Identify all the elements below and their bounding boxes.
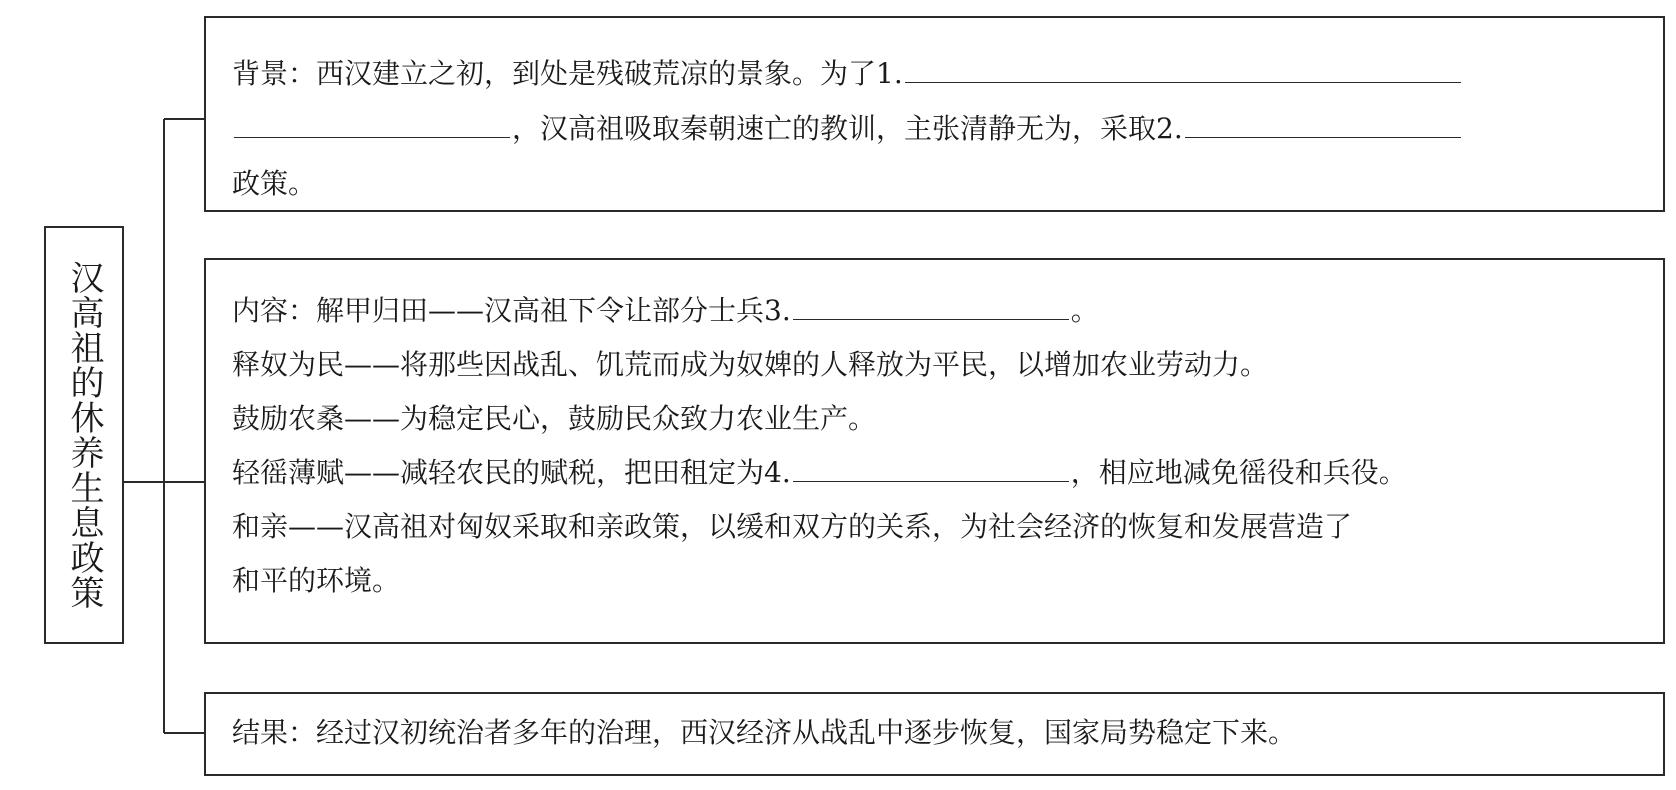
content-text-1: 内容：解甲归田——汉高祖下令让部分士兵3.	[232, 294, 791, 327]
blank-3	[793, 291, 1069, 320]
content-line-1	[232, 284, 1663, 338]
blank-1	[905, 54, 1461, 83]
root-node	[44, 226, 124, 644]
blank-2	[1185, 109, 1461, 138]
background-text-2: ，汉高祖吸取秦朝速亡的教训，主张清静无为，采取2.	[512, 112, 1183, 145]
content-line-4	[232, 446, 1663, 500]
content-box	[204, 258, 1665, 644]
content-text-3: 鼓励农桑——为稳定民心，鼓励民众致力农业生产。	[232, 402, 877, 435]
result-line-1	[232, 706, 1663, 760]
content-text-2: 释奴为民——将那些因战乱、饥荒而成为奴婢的人释放为平民，以增加农业劳动力。	[232, 348, 1269, 381]
content-text-4-end: ，相应地减免徭役和兵役。	[1070, 456, 1407, 489]
background-text-3: 政策。	[232, 167, 317, 200]
background-text-1: 背景：西汉建立之初，到处是残破荒凉的景象。为了1.	[232, 57, 903, 90]
content-text-5: 和亲——汉高祖对匈奴采取和亲政策，以缓和双方的关系，为社会经济的恢复和发展营造了	[232, 510, 1353, 543]
background-line-1	[232, 46, 1663, 101]
result-box	[204, 692, 1665, 776]
background-box	[204, 16, 1665, 212]
content-line-2	[232, 338, 1663, 392]
root-title: 汉高祖的休养生息政策	[64, 260, 104, 610]
content-line-6	[232, 554, 1663, 608]
blank-1-continued	[234, 109, 510, 138]
result-text-1: 结果：经过汉初统治者多年的治理，西汉经济从战乱中逐步恢复，国家局势稳定下来。	[232, 716, 1297, 749]
background-line-3	[232, 156, 1663, 211]
content-line-5	[232, 500, 1663, 554]
content-line-3	[232, 392, 1663, 446]
content-text-1-end: 。	[1070, 294, 1099, 327]
background-line-2	[232, 101, 1663, 156]
blank-4	[793, 453, 1069, 482]
content-text-6: 和平的环境。	[232, 564, 401, 597]
content-text-4: 轻徭薄赋——减轻农民的赋税，把田租定为4.	[232, 456, 791, 489]
